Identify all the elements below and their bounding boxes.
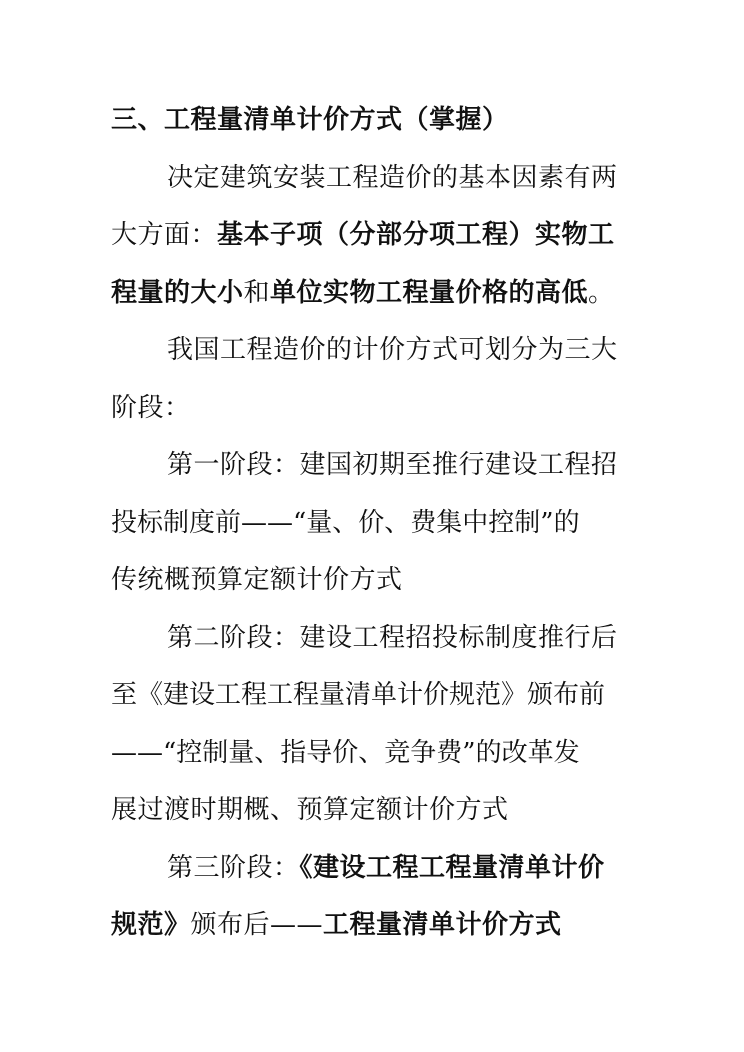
stage-2-line-3 xyxy=(111,725,633,783)
emphasis-text: 程量的大小 xyxy=(111,277,244,308)
stage-2-line-1 xyxy=(111,610,633,668)
paragraph-1-line-1 xyxy=(111,150,633,208)
paragraph-text: 第二阶段：建设工程招投标制度推行后 xyxy=(167,622,618,653)
stage-1-line-1 xyxy=(111,437,633,495)
paragraph-text: 至《建设工程工程量清单计价规范》颁布前 xyxy=(111,680,606,710)
stage-1-line-3 xyxy=(111,552,633,610)
paragraph-text: 投标制度前——“量、价、费集中控制”的 xyxy=(111,507,580,538)
emphasis-text: 规范》 xyxy=(111,910,191,940)
section-heading-text: 三、工程量清单计价方式（掌握） xyxy=(111,105,509,135)
paragraph-text: 第一阶段：建国初期至推行建设工程招 xyxy=(167,450,618,480)
stage-3-line-1 xyxy=(111,840,633,898)
paragraph-text: 颁布后—— xyxy=(190,910,324,940)
stage-2-line-2 xyxy=(111,667,633,725)
paragraph-text: 和 xyxy=(243,277,271,308)
document-page xyxy=(111,92,633,955)
stage-2-line-4 xyxy=(111,782,633,840)
paragraph-text: ——“控制量、指导价、竞争费”的改革发 xyxy=(111,737,580,768)
stage-1-line-2 xyxy=(111,495,633,553)
paragraph-2-line-2 xyxy=(111,380,633,438)
paragraph-text: 决定建筑安装工程造价的基本因素有两 xyxy=(167,162,618,193)
paragraph-1-line-2 xyxy=(111,207,633,265)
paragraph-1-line-3 xyxy=(111,265,633,323)
paragraph-text: 。 xyxy=(588,277,615,308)
emphasis-text: 基本子项（分部分项工程）实物工 xyxy=(217,220,615,250)
paragraph-text: 第三阶段： xyxy=(167,852,300,883)
emphasis-text: 工程量清单计价方式 xyxy=(323,910,562,940)
paragraph-text: 阶段： xyxy=(111,392,191,423)
emphasis-text: 单位实物工程量价格的高低 xyxy=(270,277,589,308)
paragraph-text: 传统概预算定额计价方式 xyxy=(111,565,403,595)
emphasis-text: 《建设工程工程量清单计价 xyxy=(299,852,605,883)
stage-3-line-2 xyxy=(111,897,633,955)
paragraph-text: 展过渡时期概、预算定额计价方式 xyxy=(111,795,509,825)
section-heading xyxy=(111,92,633,150)
paragraph-2-line-1 xyxy=(111,322,633,380)
paragraph-text: 大方面： xyxy=(111,220,218,250)
paragraph-text: 我国工程造价的计价方式可划分为三大 xyxy=(167,335,618,365)
